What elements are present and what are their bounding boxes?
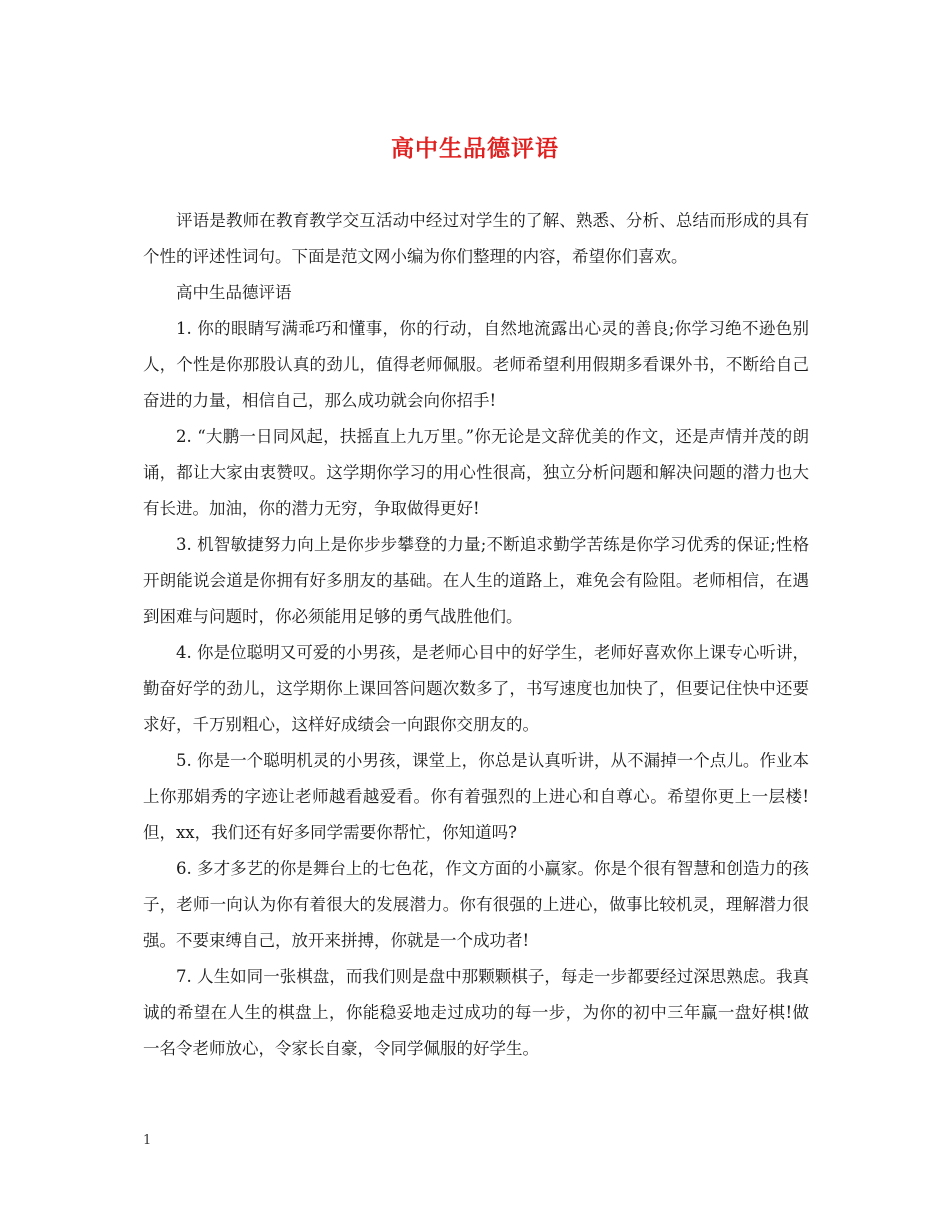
comment-paragraph-2: 2. “大鹏一日同风起，扶摇直上九万里。”你无论是文辞优美的作文，还是声情并茂的朗诵，都让大家由衷赞叹。这学期你学习的用心性很高，独立分析问题和解决问题的潜力也大有长进。加油，你的潜力无穷，争取做得更好! [143, 427, 809, 518]
comment-paragraph-5: 5. 你是一个聪明机灵的小男孩，课堂上，你总是认真听讲，从不漏掉一个点儿。作业本上你那娟秀的字迹让老师越看越爱看。你有着强烈的上进心和自尊心。希望你更上一层楼!但，xx，我们还有好多同学需要你帮忙，你知道吗? [143, 751, 809, 842]
section-heading: 高中生品德评语 [176, 283, 292, 302]
document-title: 高中生品德评语 [391, 135, 559, 162]
comment-paragraph-4: 4. 你是位聪明又可爱的小男孩，是老师心目中的好学生，老师好喜欢你上课专心听讲，勤奋好学的劲儿，这学期你上课回答问题次数多了，书写速度也加快了，但要记住快中还要求好，千万别粗心，这样好成绩会一向跟你交朋友的。 [143, 643, 809, 734]
comment-paragraph-6: 6. 多才多艺的你是舞台上的七色花，作文方面的小赢家。你是个很有智慧和创造力的孩子，老师一向认为你有着很大的发展潜力。你有很强的上进心，做事比较机灵，理解潜力很强。不要束缚自己，放开来拼搏，你就是一个成功者! [143, 859, 809, 950]
page-number: 1 [143, 1133, 152, 1148]
intro-paragraph: 评语是教师在教育教学交互活动中经过对学生的了解、熟悉、分析、总结而形成的具有个性的评述性词句。下面是范文网小编为你们整理的内容，希望你们喜欢。 [143, 211, 809, 266]
comment-paragraph-1: 1. 你的眼睛写满乖巧和懂事，你的行动，自然地流露出心灵的善良;你学习绝不逊色别人，个性是你那股认真的劲儿，值得老师佩服。老师希望利用假期多看课外书，不断给自己奋进的力量，相信自己，那么成功就会向你招手! [143, 319, 809, 410]
comment-paragraph-7: 7. 人生如同一张棋盘，而我们则是盘中那颗颗棋子，每走一步都要经过深思熟虑。我真诚的希望在人生的棋盘上，你能稳妥地走过成功的每一步，为你的初中三年赢一盘好棋!做一名令老师放心，令家长自豪，令同学佩服的好学生。 [143, 967, 809, 1058]
document-body [143, 203, 809, 1067]
comment-paragraph-3: 3. 机智敏捷努力向上是你步步攀登的力量;不断追求勤学苦练是你学习优秀的保证;性格开朗能说会道是你拥有好多朋友的基础。在人生的道路上，难免会有险阻。老师相信，在遇到困难与问题时，你必须能用足够的勇气战胜他们。 [143, 535, 809, 626]
